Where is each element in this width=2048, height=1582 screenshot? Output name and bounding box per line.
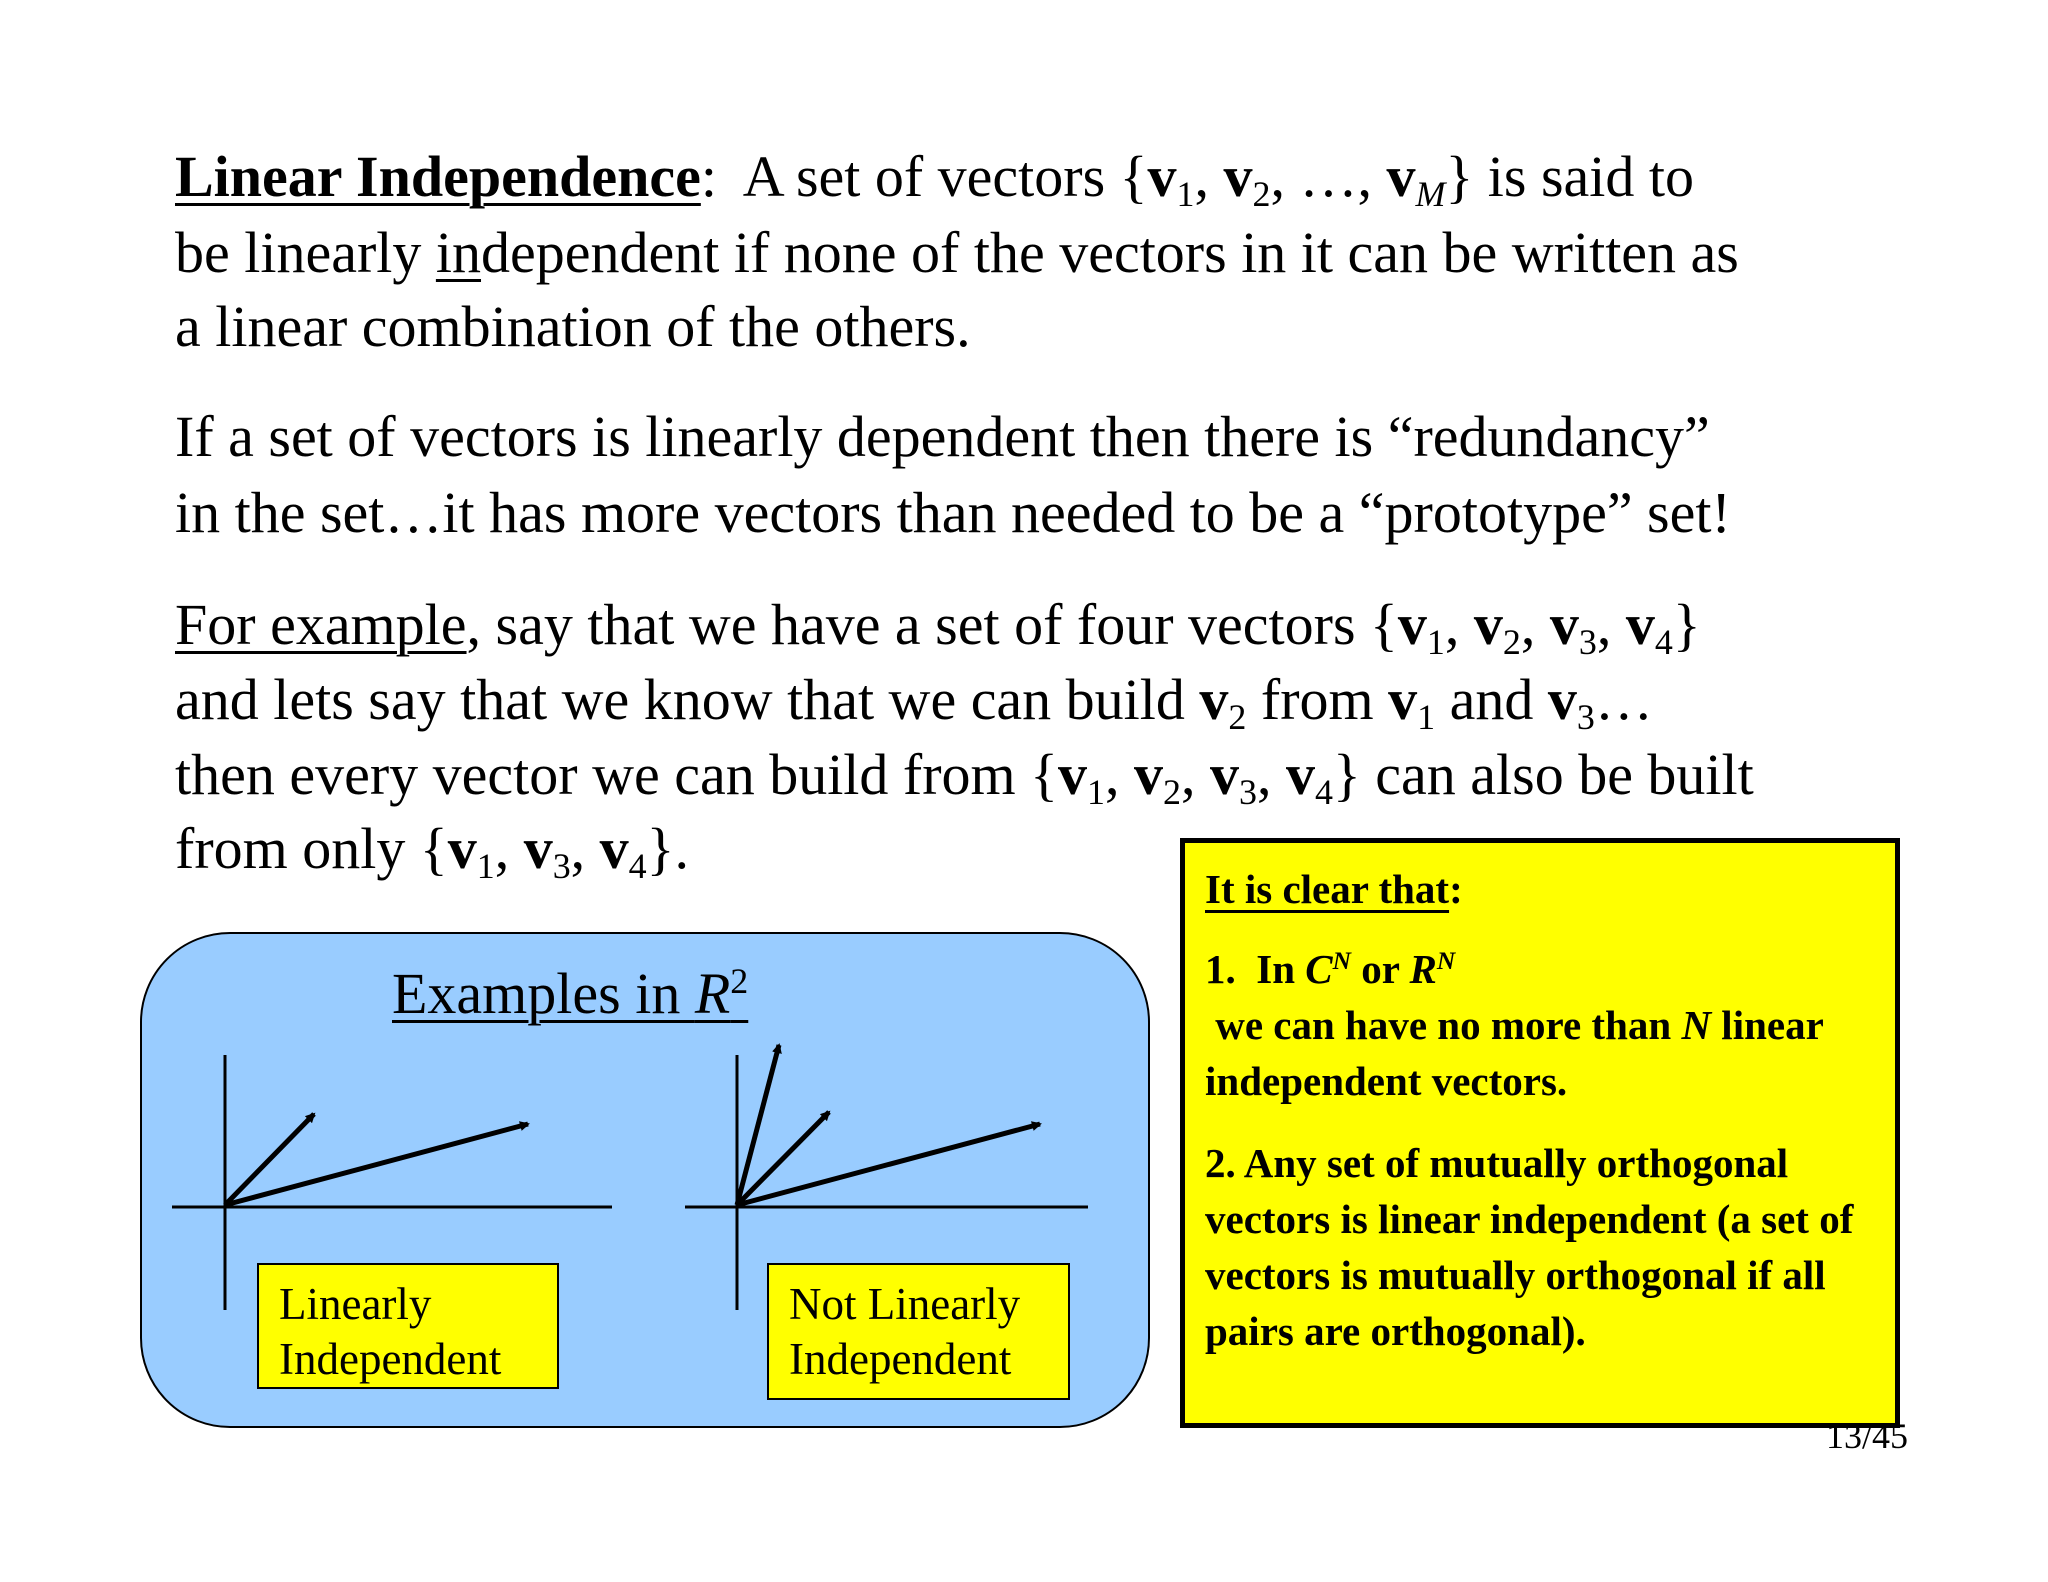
example-text: and bbox=[1435, 667, 1548, 732]
example-text: , say that we have a set of four vectors { bbox=[466, 592, 1398, 657]
subscript: 1 bbox=[476, 846, 495, 887]
subscript: 2 bbox=[1502, 622, 1521, 663]
definition-colon: : bbox=[700, 144, 717, 209]
subscript: M bbox=[1415, 174, 1446, 215]
subscript: 1 bbox=[1176, 174, 1195, 215]
example-text: }. bbox=[646, 816, 689, 881]
vector-arrow bbox=[737, 1124, 1040, 1205]
vector-symbol: v bbox=[1209, 742, 1239, 807]
examples-title-R: R bbox=[694, 961, 731, 1026]
subscript: 2 bbox=[1228, 697, 1247, 738]
point-text: 1. In bbox=[1205, 946, 1306, 992]
superscript: N bbox=[1332, 947, 1351, 976]
callout-heading-text: It is clear that bbox=[1205, 866, 1450, 912]
subscript: 3 bbox=[552, 846, 571, 887]
redundancy-text: If a set of vectors is linearly dependent then there is “redundancy” bbox=[175, 404, 1710, 469]
example-text: from only { bbox=[175, 816, 448, 881]
callout-point-1 bbox=[1205, 941, 1875, 1109]
subscript: 4 bbox=[1654, 622, 1673, 663]
separator: , bbox=[1444, 592, 1474, 657]
example-lead: For example bbox=[175, 592, 467, 657]
vector-symbol: v bbox=[1388, 667, 1418, 732]
subscript: 4 bbox=[628, 846, 647, 887]
separator: , bbox=[570, 816, 600, 881]
vector-symbol: v bbox=[447, 816, 477, 881]
label-line: Independent bbox=[789, 1334, 1012, 1384]
separator: , bbox=[1596, 592, 1626, 657]
separator: , bbox=[1270, 144, 1300, 209]
ellipsis: …, bbox=[1299, 144, 1387, 209]
example-text: and lets say that we know that we can build bbox=[175, 667, 1200, 732]
vector-symbol: v bbox=[1386, 144, 1416, 209]
brace: } bbox=[1672, 592, 1701, 657]
math-N: N bbox=[1681, 1002, 1712, 1048]
vector-symbol: v bbox=[523, 816, 553, 881]
subscript: 1 bbox=[1417, 697, 1436, 738]
vector-symbol: v bbox=[1133, 742, 1163, 807]
separator: , bbox=[1520, 592, 1550, 657]
separator: , bbox=[1256, 742, 1286, 807]
subscript: 1 bbox=[1087, 772, 1105, 813]
subscript: 3 bbox=[1576, 697, 1595, 738]
callout-heading bbox=[1205, 861, 1875, 917]
subscript: 4 bbox=[1314, 772, 1333, 813]
example-text: } can also be built bbox=[1332, 742, 1754, 807]
math-C: C bbox=[1305, 946, 1333, 992]
superscript: N bbox=[1436, 947, 1456, 976]
label-not-linearly-independent bbox=[767, 1263, 1070, 1400]
subscript: 3 bbox=[1238, 772, 1257, 813]
definition-text: a linear combination of the others. bbox=[175, 294, 971, 359]
vector-symbol: v bbox=[1199, 667, 1229, 732]
vector-symbol: v bbox=[1625, 592, 1655, 657]
examples-title-word: Examples in bbox=[392, 961, 695, 1026]
vector-symbol: v bbox=[599, 816, 629, 881]
page-number: 13/45 bbox=[1826, 1416, 1909, 1456]
point-text: or bbox=[1350, 946, 1410, 992]
callout-heading-colon: : bbox=[1449, 866, 1463, 912]
point-text: linear independent vectors. bbox=[1205, 1002, 1824, 1104]
definition-text: A set of vectors { bbox=[716, 144, 1148, 209]
point-text: we can have no more than bbox=[1205, 1002, 1682, 1048]
vector-symbol: v bbox=[1547, 667, 1577, 732]
subscript: 2 bbox=[1252, 174, 1271, 215]
label-line: Independent bbox=[279, 1334, 502, 1384]
example-text: … bbox=[1594, 667, 1653, 732]
subscript: 3 bbox=[1578, 622, 1597, 663]
separator: , bbox=[1104, 742, 1134, 807]
label-linearly-independent bbox=[257, 1263, 559, 1389]
math-R: R bbox=[1409, 946, 1437, 992]
vector-symbol: v bbox=[1473, 592, 1503, 657]
separator: , bbox=[1194, 144, 1224, 209]
definition-text: dependent if none of the vectors in it can be written as bbox=[481, 220, 1739, 285]
emphasis-in: in bbox=[435, 220, 482, 285]
example-text: then every vector we can build from { bbox=[175, 742, 1058, 807]
definition-term: Linear Independence bbox=[175, 144, 701, 209]
clear-that-callout bbox=[1180, 838, 1900, 1428]
definition-text: be linearly bbox=[175, 220, 436, 285]
vector-symbol: v bbox=[1147, 144, 1177, 209]
vector-arrow bbox=[225, 1124, 528, 1205]
example-text: from bbox=[1246, 667, 1389, 732]
separator: , bbox=[494, 816, 524, 881]
superscript: 2 bbox=[730, 961, 749, 1002]
vector-symbol: v bbox=[1549, 592, 1579, 657]
subscript: 1 bbox=[1426, 622, 1445, 663]
vector-symbol: v bbox=[1223, 144, 1253, 209]
vector-symbol: v bbox=[1285, 742, 1315, 807]
vector-symbol: v bbox=[1397, 592, 1427, 657]
vector-symbol: v bbox=[1058, 742, 1087, 807]
separator: , bbox=[1180, 742, 1210, 807]
definition-text: } is said to bbox=[1445, 144, 1695, 209]
label-line: Linearly bbox=[279, 1279, 432, 1329]
redundancy-text: in the set…it has more vectors than needed to be a “prototype” set! bbox=[175, 480, 1731, 545]
label-line: Not Linearly bbox=[789, 1279, 1021, 1329]
callout-point-2: 2. Any set of mutually orthogonal vectors is linear independent (a set of vectors is mutually orthogonal if all pairs are orthogonal). bbox=[1205, 1140, 1854, 1354]
subscript: 2 bbox=[1162, 772, 1181, 813]
